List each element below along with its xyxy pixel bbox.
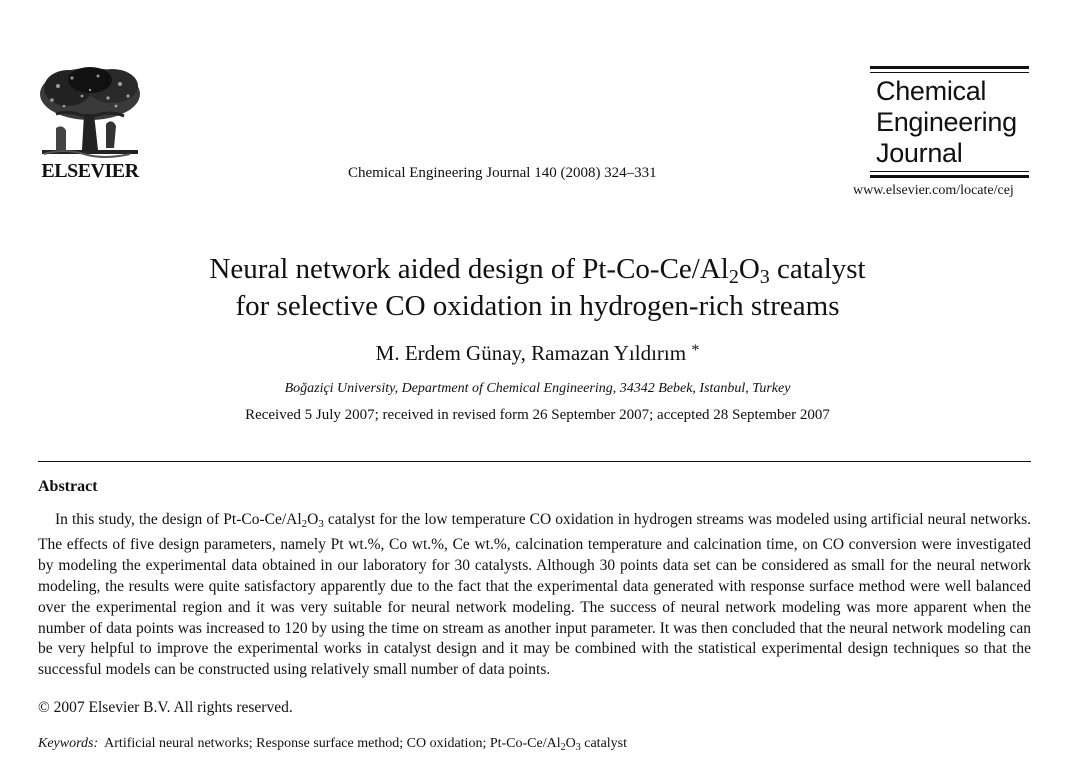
keywords: Keywords: Artificial neural networks; Response surface method; CO oxidation; $Pt-Co-Ce/Al_2O_3$ catalyst	[38, 736, 628, 753]
masthead-rule-top-thin	[870, 72, 1029, 73]
masthead-rule-top	[870, 66, 1029, 69]
keywords-label: Keywords:	[38, 736, 99, 751]
copyright-notice: © 2007 Elsevier B.V. All rights reserved.	[38, 699, 293, 716]
affiliation: Boğaziçi University, Department of Chemical Engineering, 34342 Bebek, Istanbul, Turkey	[284, 381, 791, 396]
article-title-line-1: Neural network aided design of $Pt-Co-Ce/Al_2O_3$ catalyst	[209, 253, 866, 288]
journal-url[interactable]: www.elsevier.com/locate/cej	[853, 183, 1014, 198]
section-divider	[38, 461, 1031, 462]
abstract-heading: Abstract	[38, 478, 98, 495]
abstract-body: In this study, the design of Pt-Co-Ce/Al2O3 catalyst for the low temperature CO oxidation in hydrogen streams was modeled using artificial neural networks. The effects of five design parameters, namely Pt wt.%, Co wt.%, Ce wt.%, calcination temperature and calcination time, on CO conversion were investigated by modeling the experimental data obtained in our laboratory for 30 catalysts. Although 30 points data set can be considered as small for the neural network modeling, the results were quite satisfactory apparently due to the fact that the experimental data generated with response surface method were well balanced over the experimental region and it was very suitable for neural network modeling. The success of neural network modeling was more apparent when the number of data points was increased to 120 by using the time on stream as another input parameter. It was then concluded that the neural network modeling can be very helpful to improve the experimental works in catalyst design and it may be combined with the statistical experimental design techniques so that the successful models can be constructed using relatively small number of data points.	[38, 511, 1031, 679]
journal-name-line-3: Journal	[876, 138, 963, 168]
journal-name-line-1: Chemical	[876, 76, 987, 106]
journal-name-line-2: Engineering	[876, 107, 1017, 137]
authors: M. Erdem Günay, Ramazan Yıldırım	[375, 341, 687, 365]
journal-citation: Chemical Engineering Journal 140 (2008) 324–331	[348, 165, 657, 181]
journal-masthead	[876, 76, 1017, 169]
elsevier-wordmark: ELSEVIER	[41, 160, 139, 182]
corresponding-author-mark[interactable]: *	[691, 342, 700, 359]
masthead-rule-bottom-thin	[870, 171, 1029, 172]
received-dates: Received 5 July 2007; received in revised form 26 September 2007; accepted 28 September 2007	[245, 407, 830, 423]
article-title-line-2: for selective CO oxidation in hydrogen-rich streams	[235, 290, 840, 322]
elsevier-logo	[38, 66, 142, 184]
author-list	[0, 341, 1075, 366]
masthead-rule-bottom	[870, 175, 1029, 178]
elsevier-tree-icon	[38, 66, 142, 158]
